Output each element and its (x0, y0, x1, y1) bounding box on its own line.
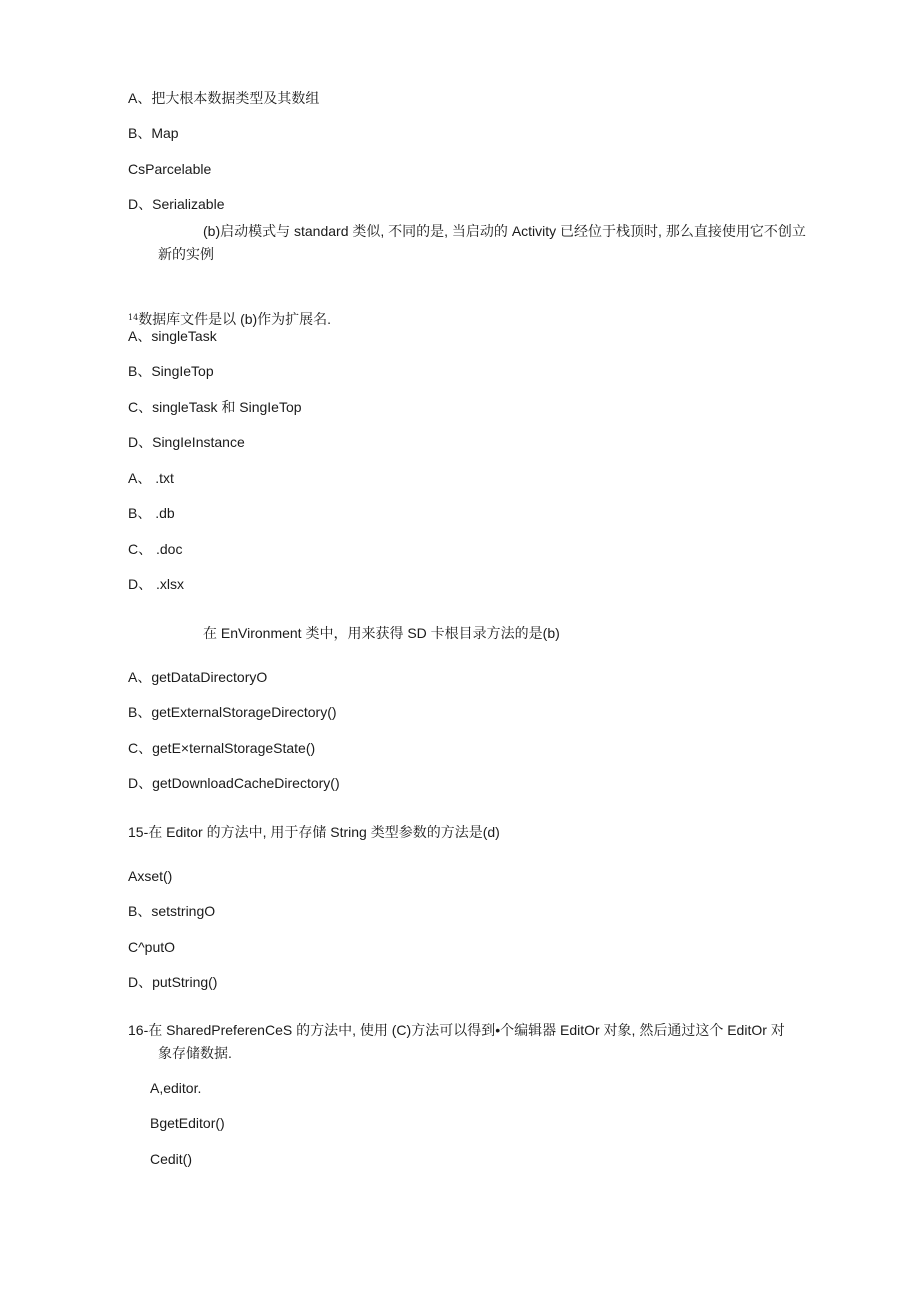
option-b-setstring: B、setstringO (128, 903, 216, 919)
option-c-put: C^putO (128, 939, 176, 955)
question-14 (128, 309, 331, 328)
launch-mode-question-cont: 新的实例 (158, 246, 214, 262)
environment-question: 在 EnVironment 类中，用来获得 SD 卡根目录方法的是(b) (203, 625, 560, 641)
option-b-getexternalstoragedirectory: B、getExternalStorageDirectory() (128, 704, 337, 720)
option-b-geteditor: BgetEditor() (150, 1115, 225, 1131)
question-16-cont: 象存储数据. (158, 1045, 232, 1061)
option-c-parcelable: CsParcelable (128, 161, 212, 177)
launch-mode-question: (b)启动模式与 standard 类似, 不同的是, 当启动的 Activity 已经位于栈顶时, 那么直接使用它不创立 (203, 223, 806, 239)
option-c-doc: C、 .doc (128, 541, 183, 557)
option-a-editor: A,editor. (150, 1080, 202, 1096)
question-14-text: 数据库文件是以 (b)作为扩展名. (138, 311, 332, 327)
option-d-getdownloadcachedirectory: D、getDownloadCacheDirectory() (128, 775, 340, 791)
option-a-basic-types: A、把大根本数据类型及其数组 (128, 90, 320, 106)
option-c-getexternalstoragestate: C、getE×ternalStorageState() (128, 740, 316, 756)
option-c-singletask-singletop: C、singleTask 和 SingIeTop (128, 399, 302, 415)
option-d-xlsx: D、 .xlsx (128, 576, 184, 592)
option-d-serializable: D、Serializable (128, 196, 225, 212)
question-14-number: 14 (128, 313, 139, 322)
option-b-singletop: B、SingIeTop (128, 363, 214, 379)
option-d-putstring: D、putString() (128, 974, 218, 990)
option-a-singletask: A、singleTask (128, 328, 217, 344)
option-c-edit: Cedit() (150, 1151, 193, 1167)
option-a-getdatadirectory: A、getDataDirectoryO (128, 669, 268, 685)
option-b-map: B、Map (128, 125, 179, 141)
option-d-singleinstance: D、SingIeInstance (128, 434, 245, 450)
option-a-txt: A、 .txt (128, 470, 174, 486)
option-b-db: B、 .db (128, 505, 175, 521)
question-15: 15-在 Editor 的方法中, 用于存储 String 类型参数的方法是(d) (128, 824, 500, 840)
question-16: 16-在 SharedPreferenCeS 的方法中, 使用 (C)方法可以得到•个编辑器 EditOr 对象, 然后通过这个 EditOr 对 (128, 1022, 785, 1038)
option-a-set: Axset() (128, 868, 173, 884)
